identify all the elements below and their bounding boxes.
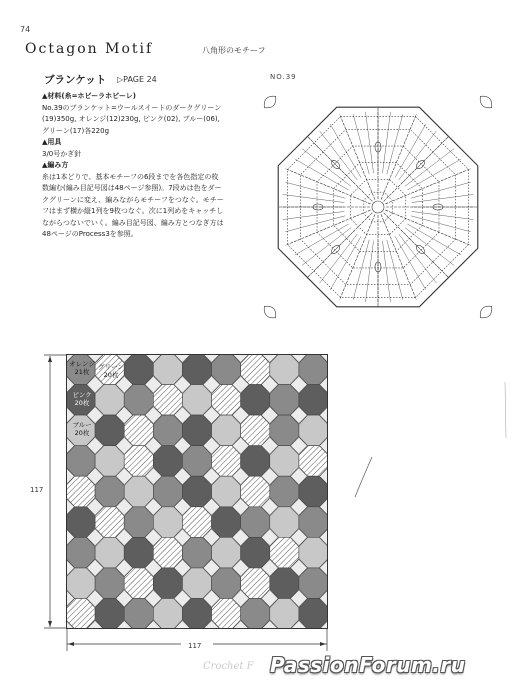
octagon-motif-blue [124, 476, 153, 507]
octagon-motif-pink [66, 507, 95, 538]
octagon-motif-pink [182, 598, 211, 629]
octagon-motif-pink [124, 354, 153, 385]
octagon-motif-orange [153, 415, 182, 446]
legend-blue [68, 421, 96, 437]
materials-line: グリーン(17)各220g [42, 126, 110, 135]
corner-chain [477, 303, 495, 321]
stitch-spoke [285, 169, 370, 204]
octagon-motif-blue [299, 537, 328, 568]
octagon-motif-pink [124, 537, 153, 568]
octagon-motif-blue [212, 476, 241, 507]
octagon-motif-pink [241, 446, 270, 477]
pattern-number: NO.39 [270, 73, 297, 81]
octagon-motif-orange [299, 354, 328, 385]
octagon-motif-orange [212, 568, 241, 599]
octagon-motif-green [66, 598, 95, 629]
stitch-spoke [340, 114, 375, 199]
octagon-motif-orange [124, 507, 153, 538]
stitch-spoke [381, 214, 416, 299]
octagon-motif-pink [212, 507, 241, 538]
octagon-motif-blue [299, 415, 328, 446]
octagon-motif-blue [153, 354, 182, 385]
octagon-motif-blue [153, 507, 182, 538]
octagon-motif-orange [95, 568, 124, 599]
octagon-motif-blue [270, 446, 299, 477]
octagon-motif-green [124, 415, 153, 446]
octagon-motif-blue [95, 385, 124, 416]
legend-pink-count: 20枚 [74, 399, 90, 407]
octagon-motif-pink [153, 568, 182, 599]
octagon-motif-orange [182, 446, 211, 477]
octagon-motif-pink [241, 385, 270, 416]
octagon-motif-pink [95, 598, 124, 629]
legend-green-name: グリーン [98, 363, 124, 371]
octagon-motif-green [153, 385, 182, 416]
octagon-motif-green [182, 507, 211, 538]
method-line: 糸は1本どりで、基本モチーフの6段までを各色指定の枚 [42, 172, 219, 181]
materials-line: No.39のブランケット=ウールスイートのダークグリーン [42, 103, 222, 112]
method-line: 48ページのProcess3を参照。 [42, 230, 138, 238]
octagon-motif-blue [182, 568, 211, 599]
octagon-motif-pink [182, 415, 211, 446]
octagon-motif-green [212, 446, 241, 477]
legend-orange-name: オレンジ [69, 360, 95, 368]
method-line: フはまず横か縦1列を9枚つなぐ。次に1列めをキャッチし [42, 207, 224, 215]
octagon-motif-orange [66, 537, 95, 568]
octagon-motif-orange [95, 476, 124, 507]
octagon-motif-green [241, 415, 270, 446]
corner-chain [477, 93, 495, 111]
octagon-motif-blue [270, 354, 299, 385]
octagon-motif-green [241, 476, 270, 507]
page-subtitle: 八角形のモチーフ [202, 46, 266, 55]
octagon-motif-pink [241, 537, 270, 568]
pen-mark [350, 455, 380, 500]
materials-line: (19)350g, オレンジ(12)230g, ピンク(02), ブルー(06), [42, 115, 220, 123]
octagon-motif-pink [182, 476, 211, 507]
legend-green [96, 363, 126, 379]
octagon-motif-orange [124, 385, 153, 416]
octagon-motif-blue [270, 598, 299, 629]
stitch-spoke [385, 169, 470, 204]
crochet-watermark: Crochet F [203, 661, 254, 672]
octagon-motif-pink [95, 415, 124, 446]
octagon-motif-green [241, 354, 270, 385]
octagon-motif-green [299, 446, 328, 477]
octagon-motif-green [153, 537, 182, 568]
octagon-motif-blue [95, 537, 124, 568]
octagon-motif-green [124, 446, 153, 477]
octagon-motif-orange [212, 354, 241, 385]
item-name: ブランケット [44, 74, 107, 86]
legend-orange-count: 21枚 [74, 368, 90, 376]
corner-chain [261, 303, 279, 321]
octagon-stitch-diagram [258, 90, 498, 325]
octagon-motif-orange [270, 476, 299, 507]
legend-blue-name: ブルー [72, 421, 92, 429]
octagon-motif-blue [212, 415, 241, 446]
octagon-motif-blue [95, 446, 124, 477]
octagon-motif-green [124, 568, 153, 599]
tools-heading: ▲用具 [42, 138, 62, 146]
center-ring [372, 201, 384, 213]
width-dimension: 117 [188, 642, 202, 650]
octagon-motif-green [66, 476, 95, 507]
octagon-motif-pink [299, 476, 328, 507]
page-reference: ▷PAGE 24 [117, 75, 157, 84]
octagon-motif-green [95, 507, 124, 538]
octagon-motif-pink [182, 354, 211, 385]
octagon-motif-orange [182, 537, 211, 568]
octagon-motif-pink [299, 598, 328, 629]
stitch-spoke [285, 210, 370, 245]
legend-pink-name: ピンク [72, 391, 92, 399]
stitch-spoke [381, 114, 416, 199]
octagon-motif-orange [153, 476, 182, 507]
octagon-motif-blue [66, 568, 95, 599]
height-dimension: 117 [30, 486, 44, 494]
octagon-motif-blue [270, 507, 299, 538]
instructions [42, 91, 224, 241]
octagon-motif-pink [153, 446, 182, 477]
tools-value: 3/0号かぎ針 [42, 149, 82, 158]
materials-heading: ▲材料(糸=ホビーラホビーレ) [42, 92, 136, 100]
octagon-motif-orange [270, 385, 299, 416]
legend-pink [68, 391, 96, 407]
octagon-motif-green [212, 598, 241, 629]
octagon-motif-orange [270, 415, 299, 446]
octagon-motif-blue [153, 598, 182, 629]
octagon-motif-orange [299, 507, 328, 538]
octagon-motif-blue [182, 385, 211, 416]
method-line: ながらつないでいく。編み目記号図、編み方とつなぎ方は [42, 218, 224, 227]
octagon-motif-pink [299, 385, 328, 416]
method-line: 数編む(編み目記号図は48ページ参照)。7段めは色をダー [42, 184, 222, 192]
octagon-motif-orange [124, 598, 153, 629]
stitch-spoke [340, 214, 375, 299]
method-heading: ▲編み方 [42, 161, 69, 169]
site-watermark: PassionForum.ru [270, 653, 466, 677]
legend-green-count: 20枚 [103, 371, 119, 379]
legend-orange [68, 360, 96, 376]
page-number: 74 [20, 25, 31, 34]
stitch-spoke [385, 210, 470, 245]
octagon-motif-green [212, 385, 241, 416]
blanket-layout-diagram [66, 354, 328, 629]
octagon-motif-orange [66, 446, 95, 477]
octagon-motif-green [270, 537, 299, 568]
octagon-motif-pink [270, 568, 299, 599]
octagon-motif-green [241, 568, 270, 599]
octagon-motif-blue [212, 537, 241, 568]
pen-mark [500, 380, 510, 440]
octagon-motif-orange [241, 507, 270, 538]
legend-blue-count: 20枚 [74, 429, 90, 437]
method-line: クグリーンに変え、編みながらモチーフをつなぐ。モチー [42, 195, 224, 204]
corner-chain [261, 93, 279, 111]
page-title: Octagon Motif [25, 41, 154, 57]
round-line [350, 179, 405, 234]
octagon-motif-orange [299, 568, 328, 599]
octagon-motif-orange [241, 598, 270, 629]
